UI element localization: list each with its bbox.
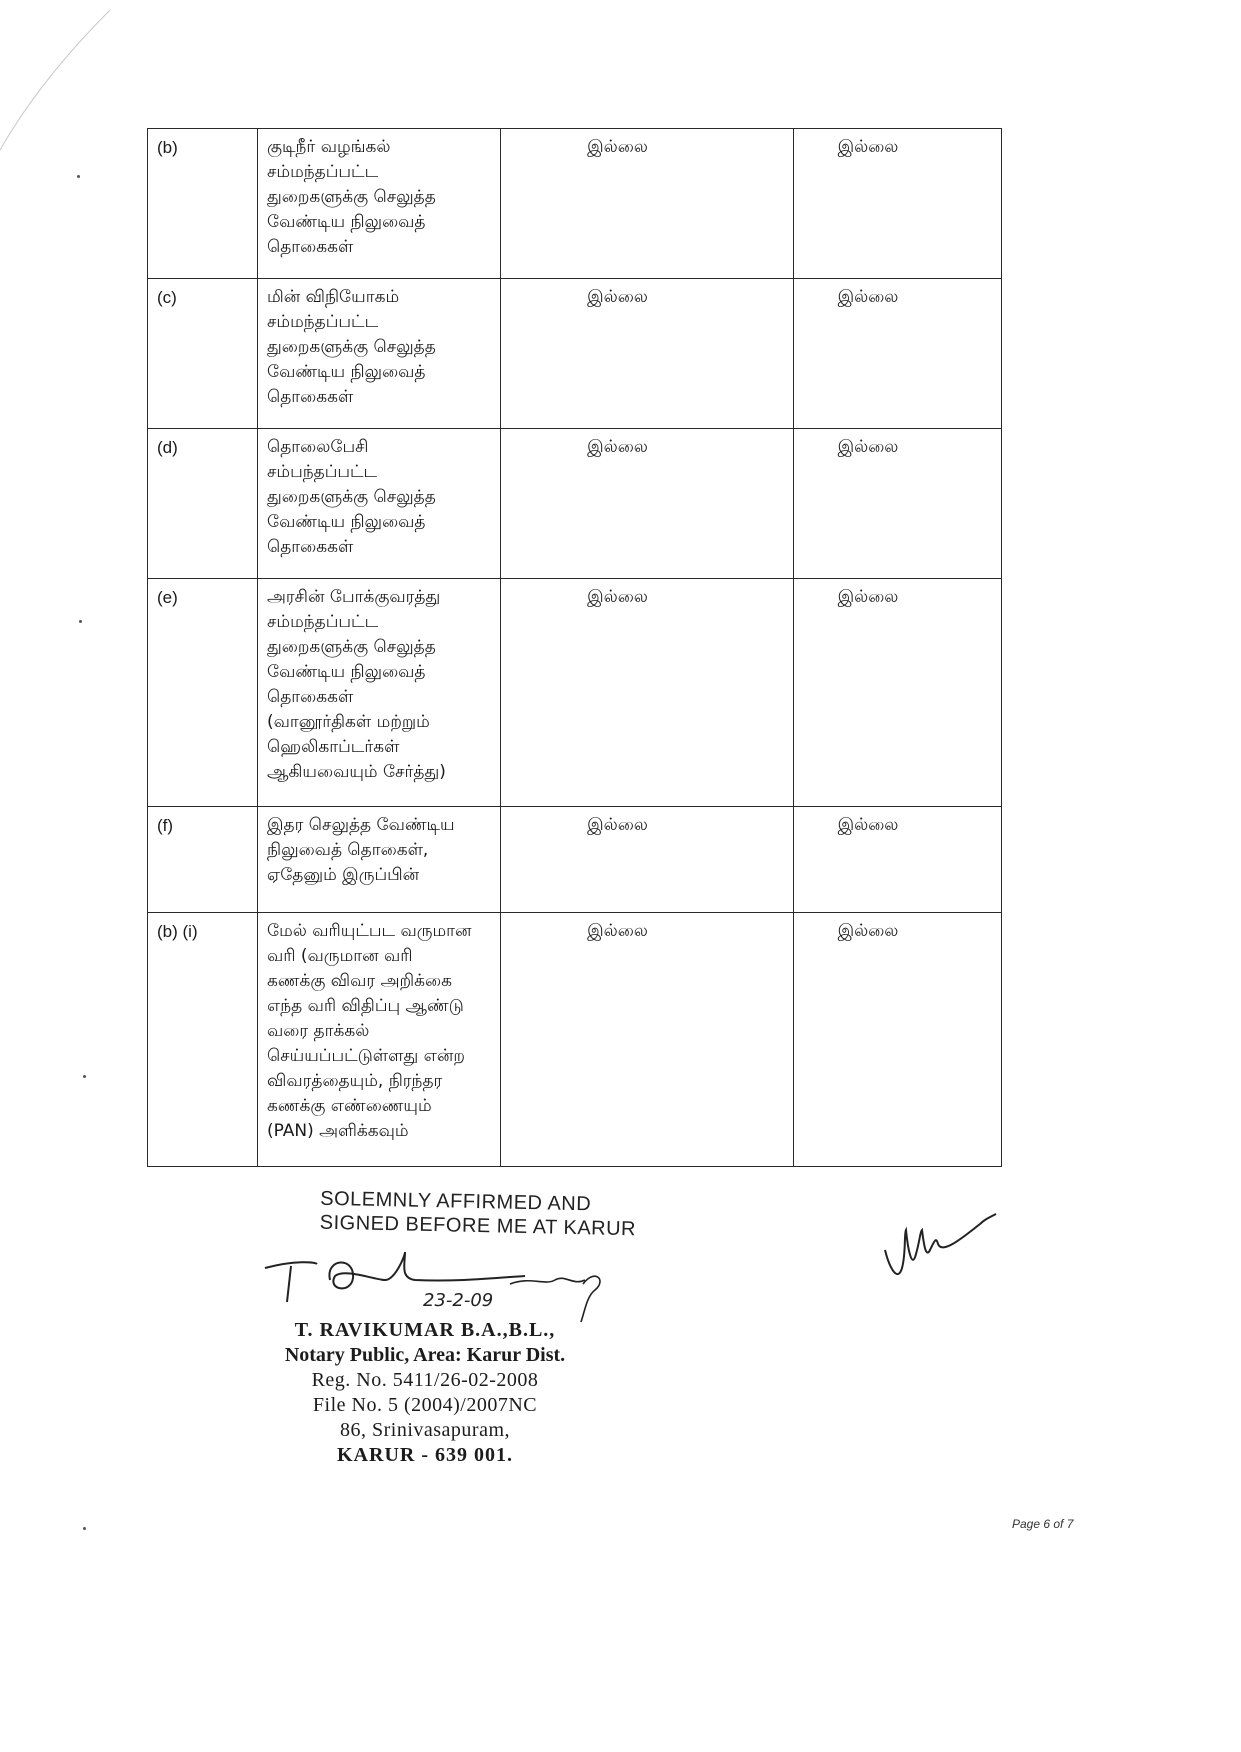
row-index-cell: (d) <box>148 429 258 579</box>
row-value-1: இல்லை <box>587 587 648 607</box>
signature-date: 23-2-09 <box>423 1290 494 1311</box>
notary-area: Notary Public, Area: Karur Dist. <box>284 1344 566 1366</box>
dues-table <box>147 128 1002 1167</box>
notary-address: 86, Srinivasapuram, <box>339 1419 511 1441</box>
row-value-2-cell <box>794 913 1002 1167</box>
scan-speck <box>79 620 82 623</box>
row-value-1-cell <box>501 579 794 807</box>
scan-speck <box>83 1527 86 1530</box>
row-index-cell: (e) <box>148 579 258 807</box>
table-row <box>148 807 1002 913</box>
table-row <box>148 579 1002 807</box>
notary-seal <box>225 1318 625 1468</box>
table-row <box>148 279 1002 429</box>
row-description-cell: இதர செலுத்த வேண்டிய நிலுவைத் தொகைள், ஏதேனும் இருப்பின் <box>258 807 501 913</box>
notary-reg: Reg. No. 5411/26-02-2008 <box>311 1369 539 1391</box>
row-value-2: இல்லை <box>837 287 899 307</box>
affirmation-stamp <box>320 1187 637 1242</box>
row-index-cell: (b) <box>148 129 258 279</box>
row-value-2: இல்லை <box>837 437 899 457</box>
row-description-cell: அரசின் போக்குவரத்து சம்மந்தப்பட்ட துறைகளுக்கு செலுத்த வேண்டிய நிலுவைத் தொகைகள் (வானூர்திகள் மற்றும் ஹெலிகாப்டர்கள் ஆகியவையும் சேர்த்து) <box>258 579 501 807</box>
row-value-1: இல்லை <box>587 921 648 941</box>
row-value-1: இல்லை <box>587 815 648 835</box>
stamp-line-2: SIGNED BEFORE ME AT KARUR <box>319 1211 637 1241</box>
scan-speck <box>83 1075 86 1078</box>
page-number: Page 6 of 7 <box>1012 1517 1074 1531</box>
table-row <box>148 429 1002 579</box>
row-value-1-cell <box>501 429 794 579</box>
table-row <box>148 129 1002 279</box>
row-index-cell: (b) (i) <box>148 913 258 1167</box>
row-description-cell: மின் விநியோகம் சம்மந்தப்பட்ட துறைகளுக்கு செலுத்த வேண்டிய நிலுவைத் தொகைகள் <box>258 279 501 429</box>
row-index-cell: (c) <box>148 279 258 429</box>
row-description-cell: மேல் வரியுட்பட வருமான வரி (வருமான வரி கணக்கு விவர அறிக்கை எந்த வரி விதிப்பு ஆண்டு வரை தாக்கல் செய்யப்பட்டுள்ளது என்ற விவரத்தையும், நிரந்தர கணக்கு எண்ணையும் (PAN) அளிக்கவும் <box>258 913 501 1167</box>
row-description-cell: குடிநீர் வழங்கல் சம்மந்தப்பட்ட துறைகளுக்கு செலுத்த வேண்டிய நிலுவைத் தொகைகள் <box>258 129 501 279</box>
row-value-2: இல்லை <box>837 137 899 157</box>
scan-artifact-line <box>0 0 130 160</box>
row-value-2-cell <box>794 429 1002 579</box>
row-value-1-cell <box>501 279 794 429</box>
row-value-1-cell <box>501 129 794 279</box>
row-value-2-cell <box>794 129 1002 279</box>
row-value-1: இல்லை <box>587 137 648 157</box>
row-value-1: இல்லை <box>587 287 648 307</box>
row-value-2-cell <box>794 279 1002 429</box>
row-value-2: இல்லை <box>837 815 899 835</box>
row-description-cell: தொலைபேசி சம்பந்தப்பட்ட துறைகளுக்கு செலுத்த வேண்டிய நிலுவைத் தொகைகள் <box>258 429 501 579</box>
notary-city: KARUR - 639 001. <box>337 1444 513 1466</box>
stamp-line-1: SOLEMNLY AFFIRMED AND <box>320 1187 592 1216</box>
row-value-1-cell <box>501 913 794 1167</box>
row-value-1: இல்லை <box>587 437 648 457</box>
row-index-cell: (f) <box>148 807 258 913</box>
row-value-2-cell <box>794 807 1002 913</box>
row-value-2: இல்லை <box>837 921 899 941</box>
row-value-2-cell <box>794 579 1002 807</box>
notary-name: T. RAVIKUMAR B.A.,B.L., <box>294 1319 556 1341</box>
notary-file: File No. 5 (2004)/2007NC <box>312 1394 538 1416</box>
scan-speck <box>77 175 80 178</box>
row-value-1-cell <box>501 807 794 913</box>
row-value-2: இல்லை <box>837 587 899 607</box>
deponent-signature <box>880 1210 1010 1290</box>
table-row <box>148 913 1002 1167</box>
